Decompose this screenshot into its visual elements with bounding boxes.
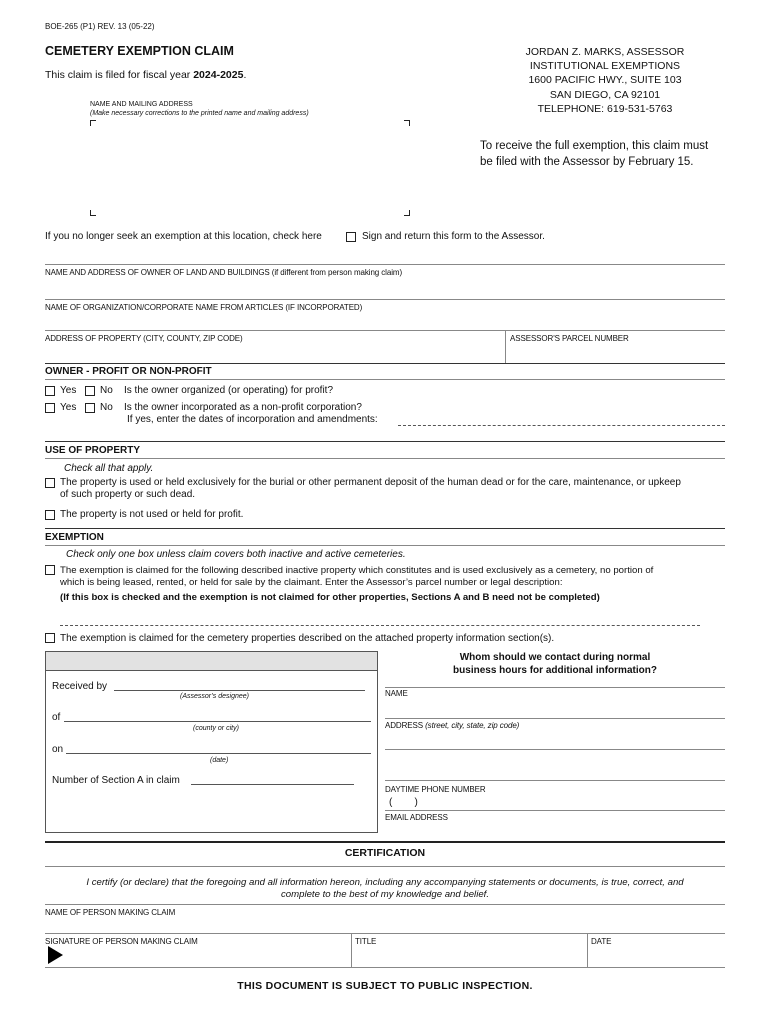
certification-text-1: I certify (or declare) that the foregoing and all information hereon, including any accompanying statements or documents, is true, correct, and [86,877,684,888]
section-a-field[interactable] [191,784,354,785]
contact-phone-label: DAYTIME PHONE NUMBER [385,785,486,794]
certification-heading: CERTIFICATION [344,847,426,859]
fiscal-year-value: 2024-2025 [193,69,244,81]
of-label: of [52,712,61,723]
profit-no-checkbox[interactable] [85,386,95,396]
section-divider [45,528,725,529]
fiscal-prefix: This claim is filed for fiscal year [45,69,194,81]
contact-email-label: EMAIL ADDRESS [385,813,448,822]
deadline-line-1: To receive the full exemption, this claim must [480,140,709,152]
no-label: No [100,402,113,413]
corner-bottom-left [90,210,96,216]
assessor-street: 1600 PACIFIC HWY., SUITE 103 [528,74,682,87]
corner-top-left [90,120,96,126]
inactive-property-text-1: The exemption is claimed for the following described inactive property which constitutes and is used exclusively as a cemetery, no portion of [60,565,654,576]
certification-statement [45,877,725,901]
county-hint: (county or city) [193,725,239,732]
section-a-label: Number of Section A in claim [52,775,180,786]
date-hint: (date) [210,757,229,764]
use-burial-checkbox[interactable] [45,478,55,488]
profit-question: Is the owner organized (or operating) for profit? [124,385,333,396]
deadline-note [480,139,708,170]
section-divider [45,363,725,364]
contact-heading-1: Whom should we contact during normal [459,652,651,663]
no-longer-instruction: Sign and return this form to the Assessor. [362,231,545,242]
incorporation-dates-field[interactable] [398,425,725,426]
received-by-label: Received by [52,681,108,692]
divider [45,866,725,867]
corner-bottom-right [404,210,410,216]
name-address-label: NAME AND MAILING ADDRESS [90,101,193,108]
divider [385,749,725,750]
use-instruction: Check all that apply. [64,463,154,474]
name-address-note: (Make necessary corrections to the printed name and mailing address) [90,110,309,117]
property-address-field[interactable] [45,330,505,362]
no-label: No [100,385,113,396]
section-divider [45,441,725,442]
title-field[interactable] [352,933,586,967]
form-title: CEMETERY EXEMPTION CLAIM [45,44,234,58]
claimant-name-label: NAME OF PERSON MAKING CLAIM [45,908,176,917]
certification-top-rule [45,841,725,843]
contact-heading [385,651,725,677]
claimant-name-field[interactable] [45,904,725,932]
title-label: TITLE [355,937,377,946]
nonprofit-question: Is the owner incorporated as a non-profit corporation? [124,402,362,413]
property-address-label: ADDRESS OF PROPERTY (CITY, COUNTY, ZIP CODE) [45,334,243,343]
assessor-use-box [45,651,378,833]
no-longer-text: If you no longer seek an exemption at this location, check here [45,231,322,242]
no-longer-checkbox[interactable] [346,232,356,242]
parcel-number-label: ASSESSOR'S PARCEL NUMBER [510,334,629,343]
org-name-label: NAME OF ORGANIZATION/CORPORATE NAME FROM ARTICLES (IF INCORPORATED) [45,303,363,312]
fiscal-year-line [45,69,246,81]
exemption-instruction: Check only one box unless claim covers both inactive and active cemeteries. [66,549,406,560]
public-inspection-notice: THIS DOCUMENT IS SUBJECT TO PUBLIC INSPECTION. [237,980,533,992]
org-name-field[interactable] [45,299,725,329]
date-received-field[interactable] [66,753,371,754]
assessor-block [500,45,710,116]
received-by-hint: (Assessor’s designee) [180,693,249,700]
assessor-name: JORDAN Z. MARKS, ASSESSOR [525,46,685,58]
incorporation-dates-label: If yes, enter the dates of incorporation and amendments: [127,414,378,425]
contact-address-hint: (street, city, state, zip code) [425,721,520,730]
owner-name-label: NAME AND ADDRESS OF OWNER OF LAND AND BUILDINGS (if different from person making claim) [45,268,403,277]
signature-label: SIGNATURE OF PERSON MAKING CLAIM [45,937,198,946]
contact-phone-field[interactable] [385,781,725,809]
certification-text-2: complete to the best of my knowledge and belief. [281,889,489,900]
assessor-dept: INSTITUTIONAL EXEMPTIONS [529,60,681,73]
mailing-address-window[interactable] [90,120,410,216]
nonprofit-no-checkbox[interactable] [85,403,95,413]
attached-properties-text: The exemption is claimed for the cemetery properties described on the attached property information section(s). [60,633,555,644]
inactive-property-text-2: which is being leased, rented, or held for sale by the claimant. Enter the Assessor’s parcel number or legal description: [60,577,563,588]
deadline-line-2: be filed with the Assessor by February 15. [480,155,694,168]
contact-phone-parens: ( ) [389,797,418,808]
inactive-property-checkbox[interactable] [45,565,55,575]
date-label: DATE [591,937,612,946]
yes-label: Yes [60,385,77,396]
assessor-city: SAN DIEGO, CA 92101 [549,88,661,101]
owner-name-field[interactable] [45,264,725,296]
yes-label: Yes [60,402,77,413]
parcel-description-field[interactable] [60,625,700,626]
divider [45,967,725,968]
use-burial-text-2: of such property or such dead. [60,489,196,500]
received-by-field[interactable] [114,690,365,691]
contact-heading-2: business hours for additional information? [453,665,657,676]
corner-top-right [404,120,410,126]
contact-email-field[interactable] [385,810,725,840]
divider [45,458,725,459]
exemption-section-heading: EXEMPTION [45,532,104,543]
nonprofit-yes-checkbox[interactable] [45,403,55,413]
fiscal-suffix: . [243,69,247,81]
profit-yes-checkbox[interactable] [45,386,55,396]
date-field[interactable] [588,933,725,967]
assessor-use-header [46,652,377,671]
inactive-property-note: (If this box is checked and the exemption is not claimed for other properties, Sections A and B need not be completed) [60,592,600,603]
contact-address-text: ADDRESS [385,721,423,730]
form-id: BOE-265 (P1) REV. 13 (05-22) [45,22,155,31]
divider [45,379,725,380]
assessor-phone: TELEPHONE: 619-531-5763 [537,102,673,115]
attached-properties-checkbox[interactable] [45,633,55,643]
divider [45,545,725,546]
use-section-heading: USE OF PROPERTY [45,445,141,456]
parcel-number-field[interactable] [506,330,725,362]
contact-name-label: NAME [385,689,408,698]
contact-name-field[interactable] [385,687,725,717]
use-burial-text-1: The property is used or held exclusively for the burial or other permanent deposit of the human dead or for the care, maintenance, or upkeep [60,477,681,488]
on-label: on [52,744,64,755]
not-for-profit-checkbox[interactable] [45,510,55,520]
owner-section-heading: OWNER - PROFIT OR NON-PROFIT [45,366,212,377]
county-field[interactable] [64,721,371,722]
signature-field[interactable] [45,933,350,967]
not-for-profit-text: The property is not used or held for profit. [60,509,244,520]
